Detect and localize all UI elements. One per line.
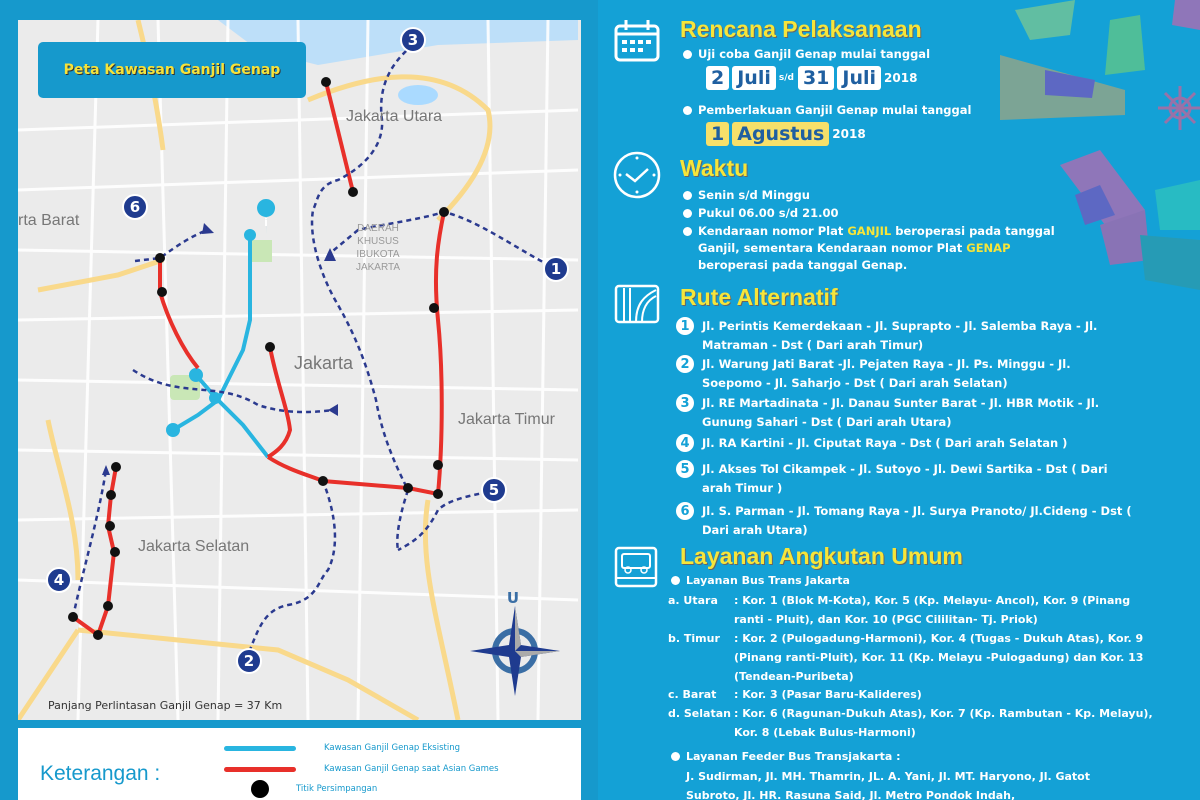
enforce-label: Pemberlakuan Ganjil Genap mulai tanggal [698, 103, 972, 117]
info-panel [598, 0, 1200, 800]
map-panel [0, 0, 598, 800]
calendar-icon [614, 18, 660, 62]
route-pin-6[interactable]: 6 [122, 194, 148, 220]
trial-label: Uji coba Ganjil Genap mulai tanggal [698, 47, 931, 61]
map [18, 20, 581, 720]
route-item-4: 4 Jl. RA Kartini - Jl. Ciputat Raya - Dst ( Dari arah Selatan ) [676, 434, 1132, 453]
label-jakarta: Jakarta [294, 353, 354, 373]
label-jakarta-selatan: Jakarta Selatan [138, 538, 250, 555]
enforce-date: 1 Agustus 2018 [706, 122, 870, 146]
legend-item-existing: Kawasan Ganjil Genap Eksisting [224, 743, 460, 753]
route-pin-4[interactable]: 4 [46, 567, 72, 593]
route-item-1: 1 Jl. Perintis Kemerdekaan - Jl. Suprapto - Jl. Salemba Raya - Jl. Matraman - Dst ( Dari arah Timur) [676, 317, 1132, 355]
road-icon [614, 284, 660, 324]
svg-text:U: U [506, 589, 520, 607]
route-pin-1[interactable]: 1 [543, 256, 569, 282]
route-pin-2[interactable]: 2 [236, 648, 262, 674]
legend-item-intersection: Titik Persimpangan [224, 780, 377, 798]
rute-title: Rute Alternatif [680, 284, 838, 310]
existing-swatch [224, 746, 296, 751]
corridor-utara: a. Utara : Kor. 1 (Blok M-Kota), Kor. 5 (Kp. Melayu- Ancol), Kor. 9 (Pinang ranti - Pluit), dan Kor. 10 (PGC Cililitan- Tj. Priok) [668, 594, 1131, 626]
label-jakarta-utara: Jakarta Utara [346, 108, 443, 125]
feeder-label: Layanan Feeder Bus Transjakarta : [686, 750, 901, 763]
corridor-barat: c. Barat : Kor. 3 (Pasar Baru-Kalideres) [668, 688, 922, 701]
corridor-selatan: d. Selatan : Kor. 6 (Ragunan-Dukuh Atas), Kor. 7 (Kp. Rambutan - Kp. Melayu), Kor. 8 (Lebak Bulus-Harmoni) [668, 707, 1153, 739]
route-item-3: 3 Jl. RE Martadinata - Jl. Danau Sunter Barat - Jl. HBR Motik - Jl. Gunung Sahari - Dst ( Dari arah Utara) [676, 394, 1132, 432]
route-pin-5[interactable]: 5 [481, 477, 507, 503]
waktu-hours: Pukul 06.00 s/d 21.00 [698, 206, 839, 220]
bus-icon [614, 546, 658, 588]
waktu-title: Waktu [680, 155, 749, 181]
bus-label: Layanan Bus Trans Jakarta [686, 574, 850, 587]
route-item-5: 5 Jl. Akses Tol Cikampek - Jl. Sutoyo - Jl. Dewi Sartika - Dst ( Dari arah Timur ) [676, 460, 1132, 498]
label-dki: DAERAH KHUSUS IBUKOTA JAKARTA [355, 223, 401, 273]
legend-item-asian-games: Kawasan Ganjil Genap saat Asian Games [224, 764, 499, 774]
corridor-timur: b. Timur : Kor. 2 (Pulogadung-Harmoni), Kor. 4 (Tugas - Dukuh Atas), Kor. 9 (Pinang ranti-Pluit), Kor. 11 (Kp. Melayu -Pulogadung) dan Kor. 13 (Tendean-Puribeta) [668, 632, 1144, 683]
asian-games-swatch [224, 767, 296, 772]
map-title: Peta Kawasan Ganjil Genap [38, 42, 306, 98]
legend-title: Keterangan : [40, 762, 161, 785]
feeder-text: J. Sudirman, Jl. MH. Thamrin, JL. A. Yani, Jl. MT. Haryono, Jl. Gatot Subroto, Jl. HR. Rasuna Said, Jl. Metro Pondok Indah, [686, 770, 1090, 800]
legend [18, 728, 581, 800]
trial-dates: 2 Juli s/d 31 Juli 2018 [706, 66, 921, 90]
rencana-title: Rencana Pelaksanaan [680, 16, 922, 42]
waktu-days: Senin s/d Minggu [698, 188, 810, 202]
clock-icon [612, 150, 662, 200]
label-jakarta-barat: rta Barat [18, 212, 80, 229]
route-pin-3[interactable]: 3 [400, 27, 426, 53]
route-length-text: Panjang Perlintasan Ganjil Genap = 37 Km [48, 699, 283, 712]
layanan-title: Layanan Angkutan Umum [680, 543, 963, 569]
compass-icon [470, 589, 560, 696]
route-item-6: 6 Jl. S. Parman - Jl. Tomang Raya - Jl. Surya Pranoto/ Jl.Cideng - Dst ( Dari arah Utara) [676, 502, 1132, 540]
svg-text:i: i [264, 216, 268, 229]
intersection-dot-icon [251, 780, 269, 798]
waktu-rule: Kendaraan nomor Plat GANJIL beroperasi pada tanggal Ganjil, sementara Kendaraan nomor Plat GENAP beroperasi pada tanggal Genap. [698, 223, 1078, 274]
label-jakarta-timur: Jakarta Timur [458, 411, 555, 428]
route-item-2: 2 Jl. Warung Jati Barat -Jl. Pejaten Raya - Jl. Ps. Minggu - Jl. Soepomo - Jl. Saharjo - Dst ( Dari arah Selatan) [676, 355, 1132, 393]
